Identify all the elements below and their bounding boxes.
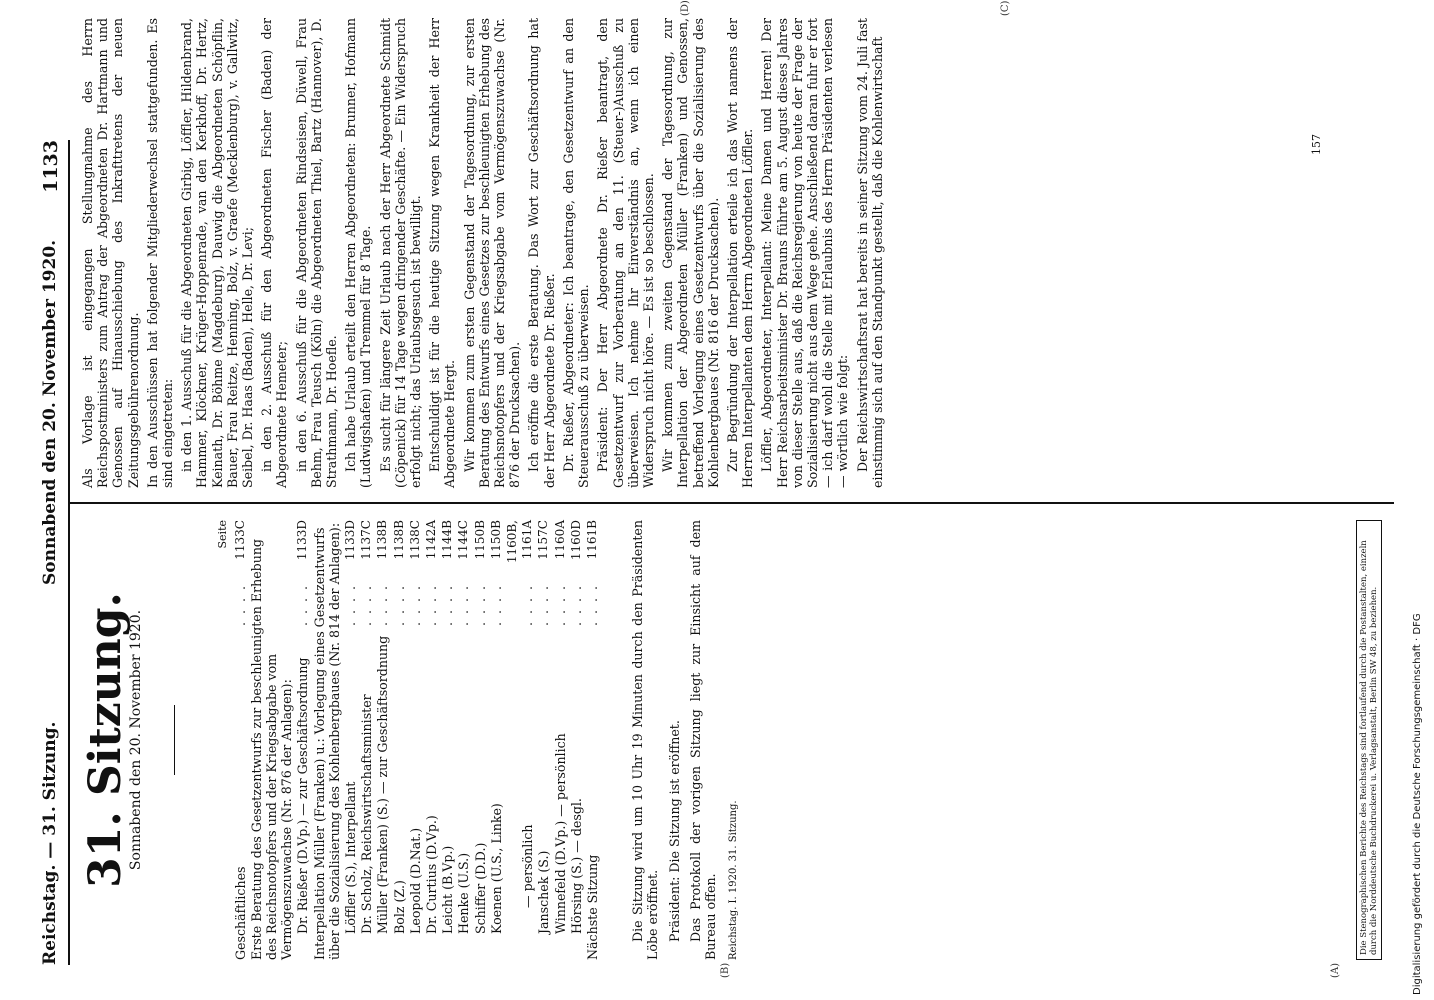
- toc-leader-dots: . . . .: [424, 584, 440, 627]
- toc-leader-dots: . . . .: [472, 584, 488, 627]
- body-paragraph: in den 6. Ausschuß für die Abgeordneten Rindseisen, Düwell, Frau Behm, Frau Teusch (Köln) die Abgeordneten Thiel, Bartz (Hannover), D. Strathmann, Dr. Hoefle.: [293, 18, 340, 488]
- body-paragraph: in den 2. Ausschuß für den Abgeordneten Fischer (Baden) der Abgeordnete Hemeter;: [259, 18, 290, 488]
- opening-paragraph: Präsident: Die Sitzung ist eröffnet.: [666, 720, 682, 942]
- toc-entry-text: Henke (U.S.): [456, 852, 472, 934]
- dfg-credit-text: Digitalisierung gefördert durch die Deutsche Forschungsgemeinschaft · DFG: [1412, 613, 1423, 995]
- toc-list: [233, 520, 601, 960]
- toc-entry-text: Leicht (B.Vp.): [440, 845, 456, 934]
- imprint-box: Die Stenographischen Berichte des Reichstags sind fortlaufend durch die Postanstalten, einzeln durch die Norddeutsche Buchdruckerei u. Verlagsanstalt, Berlin SW 48, zu beziehen.: [1356, 520, 1382, 960]
- body-paragraph: Präsident: Der Herr Abgeordnete Dr. Rießer beantragt, den Gesetzentwurf zur Vorberatung an den 11. (Steuer-)Ausschuß zu überweisen. Ich nehme Ihr Einverständnis an, wenn ich einen Widerspruch nicht höre. — Es ist so beschlossen.: [595, 18, 656, 488]
- opening-paragraph: Die Sitzung wird um 10 Uhr 19 Minuten durch den Präsidenten Löbe eröffnet.: [630, 520, 661, 960]
- toc-row: [569, 520, 584, 960]
- body-paragraph: Der Reichswirtschaftsrat hat bereits in seiner Sitzung vom 24. Juli fast einstimmig sich auf den Standpunkt gestellt, daß die Kohlenwirtschaft: [854, 18, 885, 488]
- toc-entry-text: Erste Beratung des Gesetzentwurfs zur beschleunigten Erhebung des Reichsnotopfers und der Kriegsabgabe vom Vermögenszuwachse (Nr. 876 der Anlagen):: [248, 539, 295, 960]
- toc-entry-text: Löffler (S.), Interpellant: [343, 781, 359, 934]
- toc-row: [536, 520, 551, 960]
- session-date: Sonnabend den 20. November 1920.: [128, 609, 145, 871]
- sheet-number: 157: [1310, 134, 1323, 155]
- footnote-tag: Reichstag. I. 1920. 31. Sitzung.: [728, 800, 740, 960]
- toc-page-ref: 1161B: [585, 520, 600, 560]
- body-paragraph: in den 1. Ausschuß für die Abgeordneten Girbig, Löffler, Hildenbrand, Hammer, Klöckner, Krüger-Hoppenrade, van den Kerkhoff, Dr. Hertz, Keinath, Dr. Böhme (Magdeburg), Dauwig die Abgeordneten Schöpflin, Bauer, Frau Reitze, Henning, Bolz, v. Graefe (Mecklenburg), v. Gallwitz, Seibel, Dr. Haas (Baden), Helle, Dr. Levi;: [179, 18, 256, 488]
- toc-page-ref: 1150B: [488, 520, 503, 560]
- toc-leader-dots: . . . .: [456, 584, 472, 627]
- toc-page-ref: 1144C: [456, 520, 471, 560]
- toc-page-ref: 1133C: [232, 520, 247, 560]
- toc-leader-dots: . . . .: [568, 584, 584, 627]
- toc-row: [295, 520, 310, 960]
- margin-mark-a: (A): [1330, 962, 1341, 978]
- toc-entry-text: Leopold (D.Nat.): [407, 827, 423, 934]
- toc-leader-dots: . . . .: [488, 584, 504, 627]
- toc-entry-text: Dr. Rießer (D.Vp.) — zur Geschäftsordnung: [295, 657, 311, 934]
- toc-entry-text: Dr. Curtius (D.Vp.): [424, 815, 440, 934]
- toc-entry-text: Schiffer (D.D.): [472, 842, 488, 934]
- toc-entry-text: — persönlich: [520, 824, 536, 908]
- title-rule: [174, 705, 175, 775]
- toc-entry-text: Interpellation Müller (Franken) u.: Vorlegung eines Gesetzentwurfs über die Sozialisierung des Kohlenbergbaues (Nr. 814 der Anlagen):: [311, 522, 342, 960]
- toc-page-ref: 1157C: [536, 520, 551, 560]
- margin-mark-c: (C): [1000, 0, 1011, 16]
- toc-page-ref: 1160A: [552, 520, 567, 560]
- toc-leader-dots: . . . .: [295, 584, 311, 627]
- toc-leader-dots: . . . .: [552, 584, 568, 627]
- toc-row: [489, 520, 504, 960]
- toc-row: [343, 520, 358, 960]
- toc-entry-text: Winnefeld (D.Vp.) — persönlich: [552, 733, 568, 934]
- toc-page-ref: 1133D: [343, 520, 358, 561]
- toc-row: [312, 520, 342, 960]
- toc-row: [505, 520, 535, 960]
- body-paragraph: Ich habe Urlaub erteilt den Herren Abgeordneten: Brunner, Hofmann (Ludwigshafen) und Tremmel für 8 Tage.: [343, 18, 374, 488]
- toc-page-ref: 1138B: [391, 520, 406, 560]
- toc-entry-text: Bolz (Z.): [391, 880, 407, 934]
- body-paragraph: Entschuldigt ist für die heutige Sitzung wegen Krankheit der Herr Abgeordnete Hergt.: [427, 18, 458, 488]
- toc-row: [456, 520, 471, 960]
- toc-leader-dots: . . . .: [407, 584, 423, 627]
- toc-page-ref: 1137C: [359, 520, 374, 560]
- toc-page-ref: 1160B, 1161A: [505, 520, 535, 564]
- opening-text: [630, 520, 741, 960]
- running-header: [30, 140, 70, 965]
- toc-row: [249, 520, 295, 960]
- toc-page-ref: 1150B: [472, 520, 487, 560]
- header-left: Reichstag. — 31. Sitzung.: [40, 721, 60, 965]
- toc-page-ref: 1144B: [440, 520, 455, 560]
- toc-leader-dots: . . . .: [359, 584, 375, 627]
- toc-page-ref: 1160D: [568, 520, 583, 561]
- toc-entry-text: Nächste Sitzung: [585, 854, 601, 960]
- toc-page-ref: 1138B: [375, 520, 390, 560]
- toc-page-ref: 1133D: [295, 520, 310, 561]
- body-paragraph: Als Vorlage ist eingegangen Stellungnahme des Herrn Reichspostministers zum Antrag der Abgeordneten Dr. Hartmann und Genossen auf Hinausschiebung des Inkrafttretens der neuen Zeitungsgebührenordnung.: [80, 18, 141, 488]
- body-paragraph: Zur Begründung der Interpellation erteile ich das Wort namens der Herren Interpellanten dem Herrn Abgeordneten Löffler.: [724, 18, 756, 488]
- toc-row: [553, 520, 568, 960]
- toc-row: [424, 520, 439, 960]
- toc-entry-text: Janschek (S.): [536, 850, 552, 934]
- margin-mark-d: (D): [680, 0, 691, 16]
- header-date: Sonnabend den 20. November 1920.: [40, 239, 60, 585]
- body-paragraph: Ich eröffne die erste Beratung. Das Wort zur Geschäftsordnung hat der Herr Abgeordnete Dr. Rießer.: [526, 18, 557, 488]
- session-title: 31. Sitzung.: [80, 592, 131, 888]
- toc-entry-text: Koenen (U.S., Linke): [488, 803, 504, 934]
- toc-row: [440, 520, 455, 960]
- toc-row: [233, 520, 248, 960]
- body-paragraph: Wir kommen zum ersten Gegenstand der Tagesordnung, zur ersten Beratung des Entwurfs eines Gesetzes zur beschleunigten Erhebung des Reichsnotopfers und der Kriegsabgabe vom Vermögenszuwachse (Nr. 876 der Drucksachen).: [461, 18, 523, 488]
- toc-leader-dots: . . . .: [585, 584, 601, 627]
- toc-row: [473, 520, 488, 960]
- margin-mark-b: (B): [720, 962, 731, 978]
- toc-leader-dots: . . . .: [375, 584, 391, 627]
- toc-row: [375, 520, 390, 960]
- header-page-number: 1133: [40, 140, 62, 193]
- body-paragraph: Löffler, Abgeordneter, Interpellant: Meine Damen und Herren! Der Herr Reichsarbeitsminister Dr. Brauns führte am 5. August dieses Jahres von dieser Stelle aus, daß die Reichsregierung von heute der Frage der Sozialisierung nicht aus dem Wege gehe. Anschließend daran fuhr er fort — ich darf wohl die Stelle mit Erlaubnis des Herrn Präsidenten verlesen — wörtlich wie folgt:: [759, 18, 851, 488]
- toc-leader-dots: . . . .: [232, 584, 248, 627]
- toc-row: [392, 520, 407, 960]
- body-paragraph: In den Ausschüssen hat folgender Mitgliederwechsel stattgefunden. Es sind eingetreten:: [144, 18, 176, 488]
- toc-leader-dots: . . . .: [343, 584, 359, 627]
- opening-paragraph: Das Protokoll der vorigen Sitzung liegt zur Einsicht auf dem Bureau offen.: [687, 520, 719, 960]
- left-column: [80, 520, 742, 960]
- header-rule: [68, 140, 70, 965]
- toc-row: [359, 520, 374, 960]
- toc-leader-dots: . . . .: [520, 584, 536, 627]
- body-paragraph: Wir kommen zum zweiten Gegenstand der Tagesordnung, zur Interpellation der Abgeordneten Müller (Franken) und Genossen, betreffend Vorlegung eines Gesetzentwurfs über die Sozialisierung des Kohlenbergbaues (Nr. 816 der Drucksachen).: [660, 18, 721, 488]
- toc-entry-text: Hörsing (S.) — desgl.: [568, 798, 584, 934]
- toc-page-ref: 1142A: [424, 520, 439, 560]
- toc-row: [408, 520, 423, 960]
- toc-entry-text: Geschäftliches: [232, 866, 248, 960]
- body-paragraph: Dr. Rießer, Abgeordneter: Ich beantrage, den Gesetzentwurf an den Steuerausschuß zu überweisen.: [560, 18, 592, 488]
- toc-entry-text: Dr. Scholz, Reichswirtschaftsminister: [359, 694, 375, 934]
- toc-entry-text: Müller (Franken) (S.) — zur Geschäftsordnung: [375, 635, 391, 934]
- right-paragraphs: [80, 18, 885, 488]
- toc-page-ref: 1138C: [407, 520, 422, 560]
- table-of-contents: [215, 520, 600, 960]
- dfg-credit-sidebar: [1408, 70, 1424, 1000]
- toc-leader-dots: . . . .: [536, 584, 552, 627]
- toc-row: [585, 520, 600, 960]
- column-divider: [70, 502, 1394, 504]
- toc-leader-dots: . . . .: [391, 584, 407, 627]
- right-column: [80, 18, 889, 488]
- toc-leader-dots: . . . .: [440, 584, 456, 627]
- seite-label: Seite: [216, 520, 230, 549]
- body-paragraph: Es sucht für längere Zeit Urlaub nach der Herr Abgeordnete Schmidt (Cöpenick) für 14 Tage wegen dringender Geschäfte. — Ein Widerspruch erfolgt nicht; das Urlaubsgesuch ist bewilligt.: [377, 18, 424, 488]
